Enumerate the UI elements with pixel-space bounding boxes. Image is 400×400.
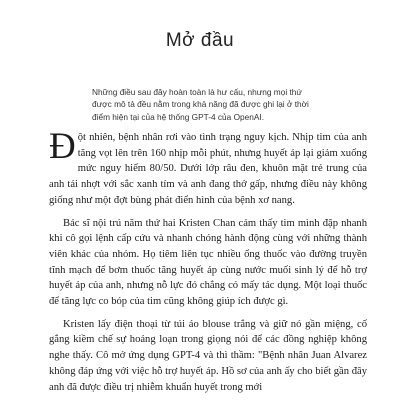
chapter-title: Mở đầu <box>165 30 235 51</box>
paragraph-1 <box>49 126 367 209</box>
drop-cap: Đ <box>49 126 76 167</box>
body-text <box>49 126 367 395</box>
paragraph-2: Bác sĩ nội trú năm thứ hai Kristen Chan cảm thấy tim mình đập nhanh khi cô gọi lệnh cấp cứu và nhanh chóng hành động cùng với những thành viên khác của nhóm. Họ tiêm liên tục nhiều ống thuốc vào đường truyền tĩnh mạch để bơm thuốc tăng huyết áp cùng nước muối sinh lý để hỗ trợ huyết áp của anh, nhưng nỗ lực đó chẳng có mấy tác dụng. Một loại thuốc để tăng lực co bóp của tim cũng không giúp ích được gì. <box>49 217 367 308</box>
paragraph-3: Kristen lấy điện thoại từ túi áo blouse trắng và giữ nó gần miệng, cố gắng kiềm chế sự hoảng loạn trong giọng nói để các đồng nghiệp không nghe thấy. Cô mở ứng dụng GPT-4 và thì thầm: "Bệnh nhân Juan Alvarez không đáp ứng với việc hỗ trợ huyết áp. Hồ sơ của anh ấy cho biết gần đây anh đã được điều trị nhiễm khuẩn huyết trong mới <box>49 318 367 393</box>
epigraph: Những điều sau đây hoàn toàn là hư cấu, nhưng mọi thứ được mô tả đều nằm trong khả năng đã được ghi lại ở thời điểm hiện tại của hệ thống GPT-4 của OpenAI. <box>92 87 309 122</box>
paragraph-1-text: ột nhiên, bệnh nhân rơi vào tình trạng nguy kịch. Nhịp tim của anh tăng vọt lên trên 160 nhịp mỗi phút, nhưng huyết áp lại giảm xuống mức nguy hiểm 80/50. Dưới lớp râu đen, khuôn mặt trẻ trung của anh tái nhợt với sắc xanh tím và anh đang thở gấp, nhưng điều này không giống như một đợt bùng phát điển hình của bệnh xơ nang. <box>49 132 367 206</box>
